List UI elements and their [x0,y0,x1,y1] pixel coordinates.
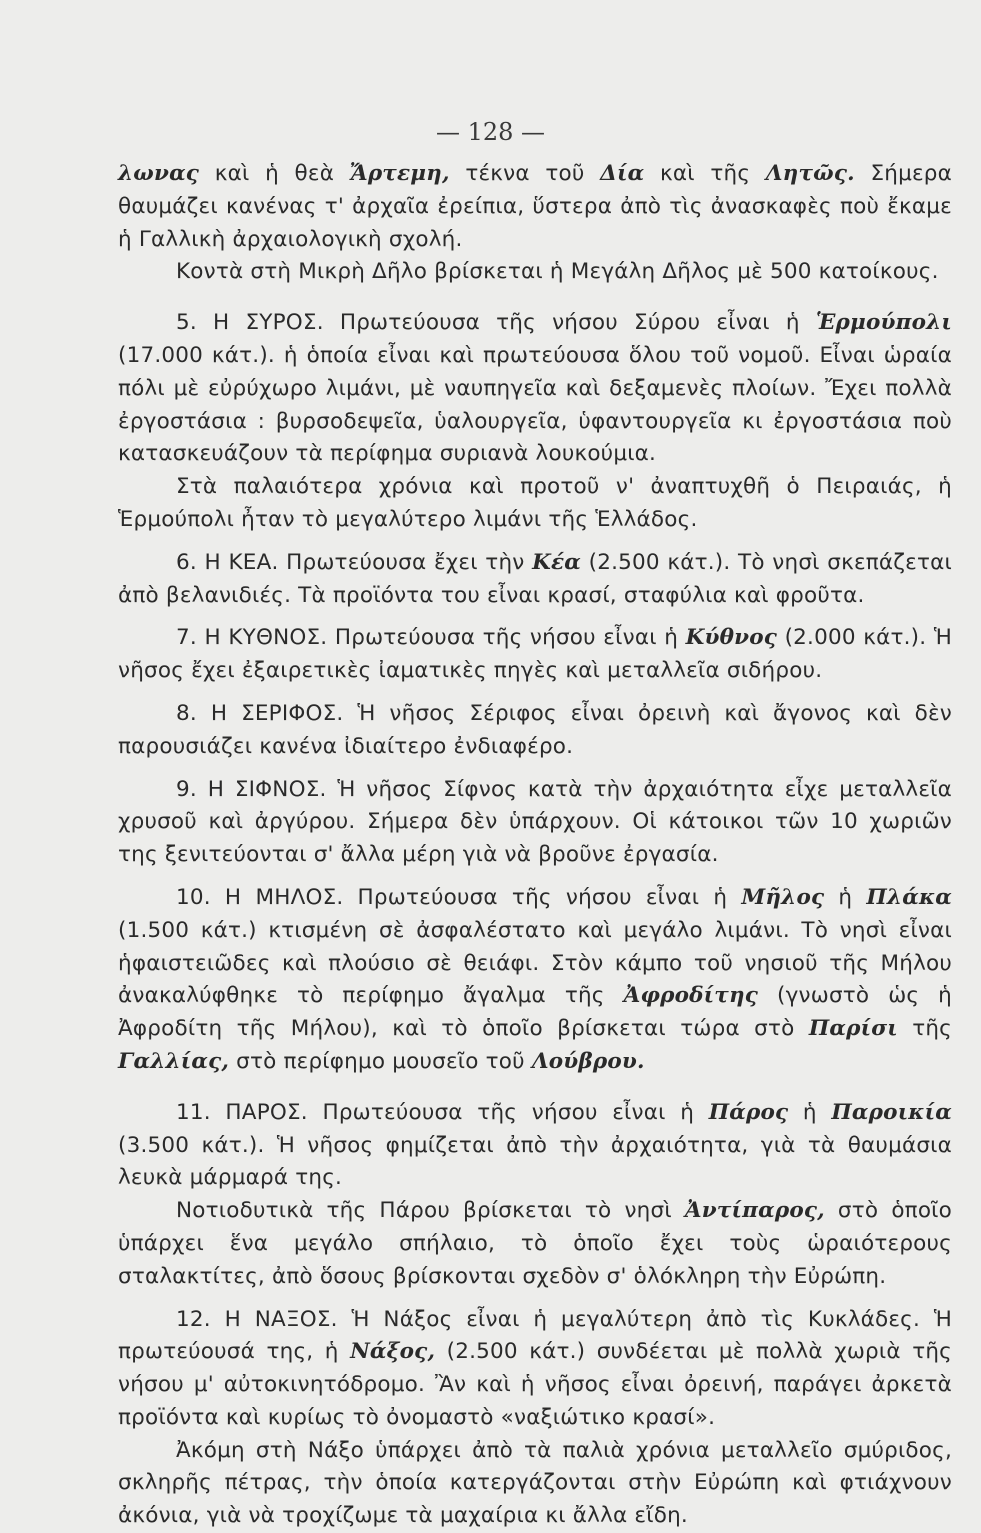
text-run: Στὰ παλαιότερα χρόνια καὶ προτοῦ ν' ἀναπτυχθῆ ὁ Πειραιάς, ἡ Ἑρμούπολι ἦταν τὸ μεγαλύτερο λιμάνι τῆς Ἑλλάδος. [118,474,952,532]
text-run: 6. Η ΚΕΑ. Πρωτεύουσα ἔχει τὴν [176,549,533,575]
page-number: — 128 — [435,118,546,146]
text-run: τέκνα τοῦ [449,161,601,186]
text-run: Ἀκόμη στὴ Νάξο ὑπάρχει ἀπὸ τὰ παλιὰ χρόνια μεταλλεῖο σμύριδος, σκληρῆς πέτρας, τὴν ὁποία κατεργάζονται στὴν Εὐρώπη καὶ φτιάχνουν ἀκόνια, γιὰ νὰ τροχίζωμε τὰ μαχαίρια κι ἄλλα εἴδη. [118,1437,952,1529]
paragraph [118,307,952,471]
text-run: Κοντὰ στὴ Μικρὴ Δῆλο βρίσκεται ἡ Μεγάλη Δῆλος μὲ 500 κατοίκους. [176,259,939,285]
text-run: καὶ τῆς [644,161,766,186]
text-run: 8. Η ΣΕΡΙΦΟΣ. Ἡ νῆσος Σέριφος εἶναι ὀρεινὴ καὶ ἄγονος καὶ δὲν παρουσιάζει κανένα ἰδιαίτερο ἐνδιαφέρο. [118,700,952,759]
text-run: ἡ [824,884,867,910]
text-run: 7. Η ΚΥΘΝΟΣ. Πρωτεύουσα τῆς νήσου εἶναι ἡ [176,625,686,651]
emphasized-name: Πάρος [708,1099,789,1125]
text-run: στὸ περίφημο μουσεῖο τοῦ [229,1048,532,1074]
emphasized-name: Νάξος, [350,1339,436,1365]
paragraph [118,698,952,764]
emphasized-name: Λούβρου. [531,1048,645,1074]
emphasized-name: Παρίσι [808,1016,898,1042]
emphasized-name: Ἄρτεμη, [349,161,450,186]
text-run: (2.000 κάτ.). Ἡ νῆσος ἔχει ἐξαιρετικὲς ἰαματικὲς πηγὲς καὶ μεταλλεῖα σιδήρου. [118,625,953,684]
paragraph [118,622,952,688]
text-run: καὶ ἡ θεὰ [199,161,350,186]
emphasized-name: Ἑρμούπολι [815,310,952,336]
text-run: 9. Η ΣΙΦΝΟΣ. Ἡ νῆσος Σίφνος κατὰ τὴν ἀρχαιότητα εἶχε μεταλλεῖα χρυσοῦ καὶ ἀργύρου. Σήμερα δὲν ὑπάρχουν. Οἱ κάτοικοι τῶν 10 χωριῶν της ξενιτεύονται σ' ἄλλα μέρη γιὰ νὰ βροῦνε ἐργασία. [118,776,952,868]
text-run: 5. Η ΣΥΡΟΣ. Πρωτεύουσα τῆς νήσου Σύρου εἶναι ἡ [176,310,816,336]
paragraph [118,1435,952,1533]
emphasized-name: Γαλλίας, [118,1048,230,1074]
paragraph [118,547,952,613]
emphasized-name: Λητῶς. [765,161,855,186]
text-run: Σήμερα θαυμάζει κανένας τ' ἀρχαῖα ἐρείπια, ὕστερα ἀπὸ τὶς ἀνασκαφὲς ποὺ ἔκαμε ἡ Γαλλικὴ ἀρχαιολογικὴ σχολή. [118,161,952,252]
text-run: (γνωστὸ ὡς ἡ Ἀφροδίτη τῆς Μήλου), καὶ τὸ ὁποῖο βρίσκεται τώρα στὸ [118,983,952,1042]
body-text [118,158,952,1533]
text-run: στὸ ὁποῖο ὑπάρχει ἕνα μεγάλο σπήλαιο, τὸ ὁποῖο ἔχει τοὺς ὡραιότερους σταλακτίτες, ἀπὸ ὅσους βρίσκονται σχεδὸν σ' ὁλόκληρη τὴν Εὐρώπη. [118,1198,952,1289]
text-run: 11. ΠΑΡΟΣ. Πρωτεύουσα τῆς νήσου εἶναι ἡ [176,1099,709,1125]
emphasized-name: Πλάκα [866,884,952,910]
text-run: 12. Η ΝΑΞΟΣ. Ἡ Νάξος εἶναι ἡ μεγαλύτερη ἀπὸ τὶς Κυκλάδες. Ἡ πρωτεύουσά της, ἡ [118,1306,952,1365]
emphasized-name: Δία [600,161,645,186]
emphasized-name: Κέα [532,549,581,575]
emphasized-name: λωνας [118,161,200,186]
paragraph [118,1097,952,1195]
text-run: (2.500 κάτ.) συνδέεται μὲ πολλὰ χωριὰ τῆς νήσου μ' αὐτοκινητόδρομο. Ἂν καὶ ἡ νῆσος εἶναι ὀρεινή, παράγει ἀρκετὰ προϊόντα καὶ κυρίως τὸ ὀνομαστὸ «ναξιώτικο κρασί». [118,1339,953,1430]
paragraph [118,471,952,537]
emphasized-name: Μῆλος [741,884,825,910]
text-run: (17.000 κάτ.). ἡ ὁποία εἶναι καὶ πρωτεύουσα ὅλου τοῦ νομοῦ. Εἶναι ὡραία πόλι μὲ εὐρύχωρο λιμάνι, μὲ ναυπηγεῖα καὶ δεξαμενὲς πλοίων. Ἔχει πολλὰ ἐργοστάσια : βυρσοδεψεῖα, ὑαλουργεῖα, ὑφαντουργεῖα κι ἐργοστάσια ποὺ κατασκευάζουν τὰ περίφημα συριανὰ λουκούμια. [118,342,952,467]
text-run: 10. Η ΜΗΛΟΣ. Πρωτεύουσα τῆς νήσου εἶναι ἡ [176,884,742,910]
emphasized-name: Παροικία [831,1099,952,1125]
text-run: (3.500 κάτ.). Ἡ νῆσος φημίζεται ἀπὸ τὴν ἀρχαιότητα, γιὰ τὰ θαυμάσια λευκὰ μάρμαρά της. [118,1132,952,1191]
text-run: ἡ [788,1099,832,1125]
emphasized-name: Ἀφροδίτης [623,983,759,1009]
text-run: (2.500 κάτ.). Τὸ νησὶ σκεπάζεται ἀπὸ βελανιδιές. Τὰ προϊόντα του εἶναι κρασί, σταφύλια καὶ φροῦτα. [118,549,952,608]
emphasized-name: Κύθνος [685,625,778,651]
paragraph [118,774,952,872]
paragraph [118,1304,952,1435]
text-run: (1.500 κάτ.) κτισμένη σὲ ἀσφαλέστατο καὶ μεγάλο λιμάνι. Τὸ νησὶ εἶναι ἡφαιστειῶδες καὶ πλούσιο σὲ θειάφι. Στὸν κάμπο τοῦ νησιοῦ τῆς Μήλου ἀνακαλύφθηκε τὸ περίφημο ἄγαλμα τῆς [118,917,952,1009]
emphasized-name: Ἀντίπαρος, [684,1198,825,1224]
paragraph [118,1195,952,1293]
text-run: Νοτιοδυτικὰ τῆς Πάρου βρίσκεται τὸ νησὶ [176,1198,685,1224]
paragraph [118,158,952,256]
paragraph [118,256,952,289]
text-run: τῆς [897,1016,952,1042]
paragraph [118,882,952,1079]
